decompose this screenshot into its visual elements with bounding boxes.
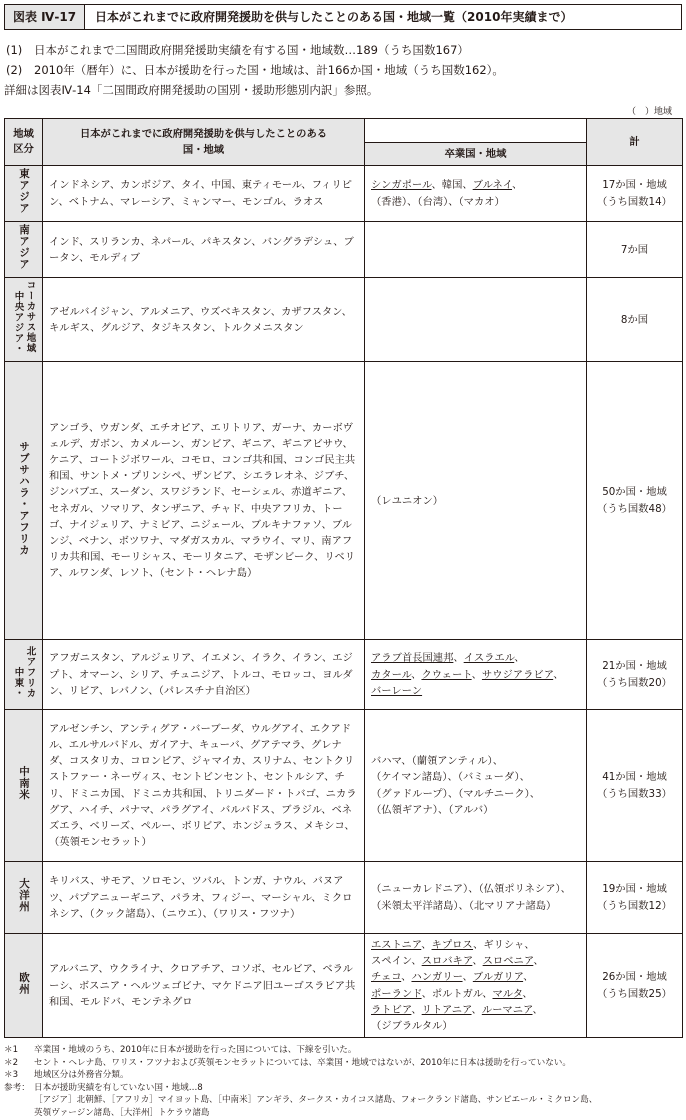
region-label: 中東・ — [12, 666, 24, 699]
graduate-text: 、 — [471, 1003, 482, 1016]
header-row — [5, 119, 683, 143]
total-cell — [587, 166, 683, 222]
graduate-name-underlined: ブルガリア — [472, 971, 524, 984]
graduate-text: 、ギリシャ、 — [473, 939, 535, 951]
intro-line-3 — [4, 80, 682, 100]
intro-text-2: 2010年（暦年）に、日本が援助を行った国・地域は、計166か国・地域（うち国数162）。 — [34, 63, 504, 77]
total-count: 41か国・地域 — [602, 771, 667, 784]
graduates-line — [371, 953, 580, 969]
graduate-name-underlined: クウェート — [421, 668, 472, 681]
graduate-text: 、 — [532, 1003, 543, 1016]
intro-num-1: (1) — [6, 43, 23, 57]
graduates-cell — [365, 710, 587, 862]
total-country-count: （うち国数12） — [597, 899, 672, 912]
graduate-text: 、 — [472, 955, 483, 968]
total-cell — [587, 862, 683, 934]
graduates-line — [371, 786, 580, 802]
recipients-cell: アルバニア、ウクライナ、クロアチア、コソボ、セルビア、ベラルーシ、ボスニア・ヘルツェゴビナ、マケドニア旧ユーゴスラビア共和国、モルドバ、モンテネグロ — [43, 934, 365, 1038]
graduates-line — [371, 898, 580, 914]
graduate-text: （仏領ギアナ）、（アルバ） — [371, 803, 494, 816]
recipients-cell: インドネシア、カンボジア、タイ、中国、東ティモール、フィリピン、ベトナム、マレーシア、ミャンマー、モンゴル、ラオス — [43, 166, 365, 222]
total-count: 17か国・地域 — [602, 179, 667, 192]
graduate-name-underlined: イスラエル — [463, 652, 515, 665]
graduates-line — [371, 1002, 580, 1018]
graduate-name-underlined: シンガポール — [371, 179, 432, 192]
intro-text-3: 詳細は図表Ⅳ-14「二国間政府開発援助の国別・援助形態別内訳」参照。 — [4, 83, 379, 97]
graduate-text: スペイン、 — [371, 955, 422, 968]
graduates-cell — [365, 862, 587, 934]
graduates-cell — [365, 640, 587, 710]
region-cell — [5, 166, 43, 222]
legend-note: （ ）地域 — [626, 107, 672, 117]
table-row — [5, 862, 683, 934]
graduate-text: 、韓国、 — [431, 179, 473, 192]
graduate-name-underlined: エストニア — [371, 939, 422, 951]
graduates-line — [371, 667, 580, 683]
graduate-name-underlined: リトアニア — [421, 1003, 472, 1016]
graduate-name-underlined: チェコ — [371, 971, 402, 984]
table-row — [5, 934, 683, 1038]
graduate-name-underlined: バーレーン — [371, 684, 423, 697]
recipients-cell: キリバス、サモア、ソロモン、ツバル、トンガ、ナウル、バヌアツ、パプアニューギニア、パラオ、フィジー、マーシャル、ミクロネシア、（クック諸島）、（ニウエ）、（ワリス・フツナ） — [43, 862, 365, 934]
header-recipients: 日本がこれまでに政府開発援助を供与したことのある国・地域 — [43, 119, 365, 166]
recipients-cell: アルゼンチン、アンティグア・バーブーダ、ウルグアイ、エクアドル、エルサルバドル、ガイアナ、キューバ、グアテマラ、グレナダ、コスタリカ、コロンビア、ジャマイカ、スリナム、セントクリストファー・ネーヴィス、セントビンセント、セントルシア、チリ、ドミニカ国、ドミニカ共和国、トリニダード・トバゴ、ニカラグア、ハイチ、パナマ、パラグアイ、バルバドス、ブラジル、ベネズエラ、ベリーズ、ペルー、ボリビア、ホンジュラス、メキシコ、（英領モンセラット） — [43, 710, 365, 862]
note-reference: 参考： 日本が援助実績を有していない国・地域…8 — [4, 1082, 203, 1093]
graduate-name-underlined: ルーマニア — [481, 1003, 533, 1016]
graduates-line — [371, 881, 580, 897]
table-row — [5, 278, 683, 362]
total-country-count: （うち国数33） — [597, 787, 672, 800]
graduate-text: 、 — [553, 668, 564, 681]
graduates-line — [371, 969, 580, 985]
graduate-name-underlined: サウジアラビア — [481, 668, 554, 681]
note-1: ＊1 卒業国・地域のうち、2010年に日本が援助を行った国については、下線を引いた。 — [4, 1045, 357, 1056]
region-cell — [5, 862, 43, 934]
total-country-count: （うち国数14） — [597, 195, 672, 208]
graduate-name-underlined: ラトビア — [371, 1003, 412, 1016]
total-count: 21か国・地域 — [602, 660, 667, 673]
graduates-line — [371, 802, 580, 818]
header-total: 計 — [587, 119, 683, 166]
graduate-text: 、 — [522, 987, 533, 1000]
graduates-line — [371, 650, 580, 666]
region-label: 南アジア — [18, 224, 30, 271]
reference-line-2: 英領ヴァージン諸島、［大洋州］トケラウ諸島 — [34, 1108, 210, 1119]
notes-section — [4, 1044, 682, 1120]
graduate-name-underlined: ポーランド — [371, 987, 422, 1000]
graduate-text: （ジブラルタル） — [371, 1020, 453, 1033]
graduate-text: 、 — [401, 971, 412, 984]
graduate-name-underlined: カタール — [371, 668, 412, 681]
total-count: 50か国・地域 — [602, 486, 667, 499]
graduates-line — [371, 937, 580, 953]
graduates-line — [371, 753, 580, 769]
total-count: 7か国 — [620, 243, 649, 256]
graduates-cell — [365, 278, 587, 362]
total-count: 8か国 — [620, 313, 649, 326]
graduate-name-underlined: キプロス — [431, 939, 474, 951]
graduate-text: 、 — [453, 652, 464, 665]
graduate-text: 、 — [471, 668, 482, 681]
table-row — [5, 362, 683, 640]
figure-number: 図表 Ⅳ-17 — [5, 5, 85, 29]
graduate-text: （レユニオン） — [371, 494, 444, 507]
graduate-text: バハマ、（蘭領アンティル）、 — [371, 755, 504, 768]
total-country-count: （うち国数25） — [597, 987, 672, 1000]
total-country-count: （うち国数48） — [597, 502, 672, 515]
intro-num-2: (2) — [6, 63, 23, 77]
region-cell — [5, 222, 43, 278]
graduate-text: 、 — [462, 971, 473, 984]
region-cell — [5, 362, 43, 640]
total-cell — [587, 640, 683, 710]
recipients-cell: アンゴラ、ウガンダ、エチオピア、エリトリア、ガーナ、カーボヴェルデ、ガボン、カメルーン、ガンビア、ギニア、ギニアビサウ、ケニア、コートジボワール、コモロ、コンゴ共和国、コンゴ民主共和国、サントメ・プリンシペ、ザンビア、シエラレオネ、ジブチ、ジンバブエ、スーダン、スワジランド、セーシェル、赤道ギニア、セネガル、ソマリア、タンザニア、チャド、中央アフリカ、トーゴ、ナイジェリア、ナミビア、ニジェール、ブルキナファソ、ブルンジ、ベナン、ボツワナ、マダガスカル、マラウイ、マリ、南アフリカ共和国、モーリシャス、モーリタニア、モザンビーク、リベリア、ルワンダ、レソト、（セント・ヘレナ島） — [43, 362, 365, 640]
graduate-text: （米領太平洋諸島）、（北マリアナ諸島） — [371, 899, 557, 912]
graduate-text: 、ポルトガル、 — [421, 987, 493, 1000]
region-label: 欧州 — [18, 971, 30, 995]
total-cell — [587, 362, 683, 640]
recipients-cell: インド、スリランカ、ネパール、パキスタン、バングラデシュ、ブータン、モルディブ — [43, 222, 365, 278]
figure-title-bar — [4, 4, 682, 30]
graduates-line — [371, 986, 580, 1002]
region-label: 中央アジア・ — [12, 290, 24, 354]
total-cell — [587, 278, 683, 362]
graduate-name-underlined: スロベニア — [482, 955, 534, 968]
graduates-line — [371, 683, 580, 699]
graduate-text: （香港）、（台湾）、（マカオ） — [371, 195, 505, 208]
graduate-text: 、 — [512, 179, 523, 192]
table-row — [5, 222, 683, 278]
region-label: 大洋州 — [18, 877, 30, 913]
graduate-text: 、 — [533, 955, 544, 968]
total-cell — [587, 710, 683, 862]
graduates-cell — [365, 222, 587, 278]
graduates-cell — [365, 362, 587, 640]
reference-line-1: ［アジア］北朝鮮、［アフリカ］マイヨット島、［中南米］アンギラ、タークス・カイコス諸島、フォークランド諸島、サンピエール・ミクロン島、 — [34, 1095, 598, 1106]
table-row — [5, 166, 683, 222]
header-graduates: 卒業国・地域 — [365, 142, 587, 166]
intro-text-1: 日本がこれまで二国間政府開発援助実績を有する国・地域数…189（うち国数167） — [34, 43, 469, 57]
oda-table — [4, 118, 683, 1038]
region-label: 中南米 — [18, 765, 30, 801]
odа-document — [4, 4, 682, 1120]
graduate-name-underlined: アラブ首長国連邦 — [371, 652, 454, 665]
region-cell — [5, 640, 43, 710]
header-blank — [365, 119, 587, 143]
region-cell — [5, 934, 43, 1038]
recipients-cell: アゼルバイジャン、アルメニア、ウズベキスタン、カザフスタン、キルギス、グルジア、タジキスタン、トルクメニスタン — [43, 278, 365, 362]
total-count: 19か国・地域 — [602, 883, 667, 896]
table-row — [5, 710, 683, 862]
graduate-text: （ニューカレドニア）、（仏領ポリネシア）、 — [371, 883, 571, 896]
total-cell — [587, 222, 683, 278]
recipients-cell: アフガニスタン、アルジェリア、イエメン、イラク、イラン、エジプト、オマーン、シリア、チュニジア、トルコ、モロッコ、ヨルダン、リビア、レバノン、（パレスチナ自治区） — [43, 640, 365, 710]
graduate-name-underlined: スロバキア — [421, 955, 473, 968]
graduate-text: 、 — [421, 939, 432, 951]
graduates-line — [371, 177, 580, 193]
graduate-text: 、 — [514, 652, 525, 665]
graduate-text: 、 — [411, 668, 422, 681]
graduate-text: 、 — [523, 971, 534, 984]
graduate-text: （ケイマン諸島）、（バミューダ）、 — [371, 771, 530, 784]
note-2: ＊2 セント・ヘレナ島、ワリス・フツナおよび英領モンセラットについては、卒業国・地域ではないが、2010年に日本は援助を行っていない。 — [4, 1057, 571, 1068]
intro-line-1 — [4, 40, 682, 60]
graduates-line — [371, 493, 580, 509]
region-cell — [5, 710, 43, 862]
total-country-count: （うち国数20） — [597, 676, 672, 689]
table-row — [5, 640, 683, 710]
note-3: ＊3 地域区分は外務省分類。 — [4, 1070, 129, 1081]
figure-title: 日本がこれまでに政府開発援助を供与したことのある国・地域一覧（2010年実績まで） — [95, 10, 573, 24]
intro-section — [4, 40, 682, 100]
region-label: 東アジア — [18, 168, 30, 214]
graduates-line — [371, 194, 580, 210]
region-label: サブサハラ・アフリカ — [18, 440, 30, 556]
graduate-name-underlined: ブルネイ — [472, 179, 513, 192]
graduate-name-underlined: ハンガリー — [411, 971, 463, 984]
graduates-cell — [365, 934, 587, 1038]
graduates-line — [371, 769, 580, 785]
region-label: 北アフリカ — [24, 645, 36, 699]
intro-line-2 — [4, 60, 682, 80]
region-label: コーカサス地域 — [24, 280, 36, 354]
total-cell — [587, 934, 683, 1038]
graduates-cell — [365, 166, 587, 222]
graduate-text: 、 — [411, 1003, 422, 1016]
region-cell — [5, 278, 43, 362]
graduate-name-underlined: マルタ — [492, 987, 523, 1000]
total-count: 26か国・地域 — [602, 971, 667, 984]
graduate-text: （グァドループ）、（マルチニーク）、 — [371, 787, 541, 800]
header-region: 地域区分 — [5, 119, 43, 166]
graduates-line — [371, 1018, 580, 1034]
